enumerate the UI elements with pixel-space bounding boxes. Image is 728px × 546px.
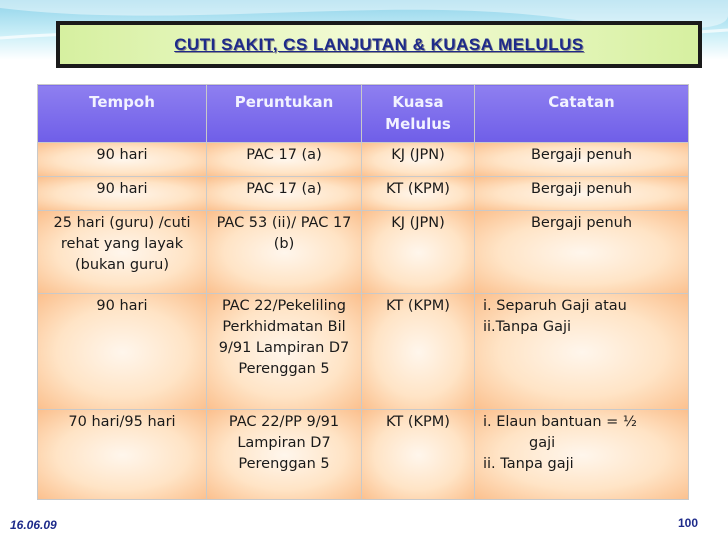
cell-peruntukan: PAC 53 (ii)/ PAC 17 (b): [207, 211, 362, 294]
cell-kuasa: KT (KPM): [362, 177, 475, 211]
catatan-line: gaji: [529, 435, 556, 451]
page-title: CUTI SAKIT, CS LANJUTAN & KUASA MELULUS: [174, 34, 584, 54]
cell-peruntukan: PAC 22/Pekeliling Perkhidmatan Bil 9/91 Lampiran D7 Perenggan 5: [207, 294, 362, 410]
cell-catatan: Bergaji penuh: [475, 211, 689, 294]
table-row: [38, 177, 689, 211]
cell-catatan: Bergaji penuh: [475, 177, 689, 211]
cell-catatan: Bergaji penuh: [475, 143, 689, 177]
cell-kuasa: KT (KPM): [362, 294, 475, 410]
cell-peruntukan: PAC 17 (a): [207, 143, 362, 177]
table-row: [38, 211, 689, 294]
cell-tempoh: 70 hari/95 hari: [38, 410, 207, 500]
header-catatan: Catatan: [475, 85, 689, 143]
cell-tempoh: 90 hari: [38, 294, 207, 410]
header-kuasa-melulus: Kuasa Melulus: [362, 85, 475, 143]
title-banner: [56, 21, 702, 68]
header-tempoh: Tempoh: [38, 85, 207, 143]
cell-catatan: [475, 410, 689, 500]
page-number: 100: [678, 516, 699, 530]
cell-peruntukan: PAC 17 (a): [207, 177, 362, 211]
catatan-line: ii.Tanpa Gaji: [483, 319, 572, 335]
cell-kuasa: KT (KPM): [362, 410, 475, 500]
catatan-line: i. Elaun bantuan = ½: [483, 414, 637, 430]
cell-peruntukan: PAC 22/PP 9/91 Lampiran D7 Perenggan 5: [207, 410, 362, 500]
table-row: [38, 294, 689, 410]
catatan-line: ii. Tanpa gaji: [483, 456, 574, 472]
cell-kuasa: KJ (JPN): [362, 211, 475, 294]
cell-tempoh: 90 hari: [38, 143, 207, 177]
cell-tempoh: 90 hari: [38, 177, 207, 211]
table-header-row: [38, 85, 689, 143]
catatan-line: i. Separuh Gaji atau: [483, 298, 627, 314]
table-row: [38, 410, 689, 500]
footer-date: 16.06.09: [10, 518, 57, 532]
header-peruntukan: Peruntukan: [207, 85, 362, 143]
cell-tempoh: 25 hari (guru) /cuti rehat yang layak (bukan guru): [38, 211, 207, 294]
cell-kuasa: KJ (JPN): [362, 143, 475, 177]
table-row: [38, 143, 689, 177]
leave-table: [37, 84, 689, 500]
cell-catatan: [475, 294, 689, 410]
